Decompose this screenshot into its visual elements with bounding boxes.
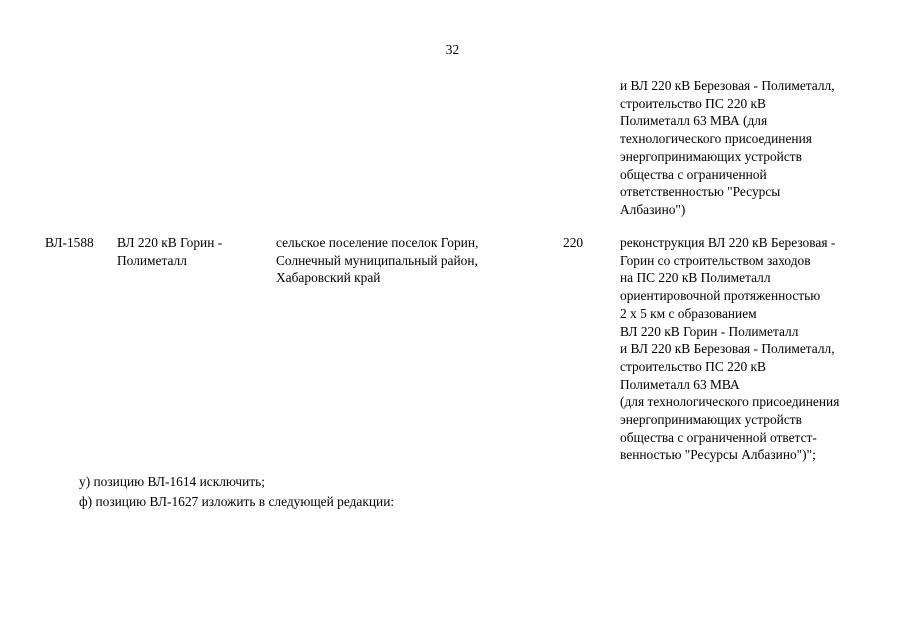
row-description-cell: реконструкция ВЛ 220 кВ Березовая - Горин со строительством заходов на ПС 220 кВ Полиметалл ориентировочной протяженностью 2 х 5 км с образованием ВЛ 220 кВ Горин - Полиметалл и ВЛ 220 кВ Березовая - Полиметалл, строительство ПС 220 кВ Полиметалл 63 МВА (для технологического присоединения энергопринимающих устройств общества с ограниченной ответст- венностью "Ресурсы Албазино")";: [620, 235, 840, 463]
continued-description-cell: и ВЛ 220 кВ Березовая - Полиметалл, строительство ПС 220 кВ Полиметалл 63 МВА (для технологического присоединения энергопринимающих устройств общества с ограниченной ответственностью "Ресурсы Албазино"): [620, 78, 835, 217]
row-location-cell: сельское поселение поселок Горин, Солнечный муниципальный район, Хабаровский край: [276, 235, 479, 286]
instruction-u: у) позицию ВЛ-1614 исключить;: [79, 474, 265, 489]
page-number: 32: [445, 42, 460, 57]
instruction-f: ф) позицию ВЛ-1627 изложить в следующей редакции:: [79, 494, 395, 509]
row-code-cell: ВЛ-1588: [45, 235, 94, 250]
row-voltage-cell: 220: [563, 235, 584, 250]
row-name-cell: ВЛ 220 кВ Горин - Полиметалл: [117, 235, 223, 268]
